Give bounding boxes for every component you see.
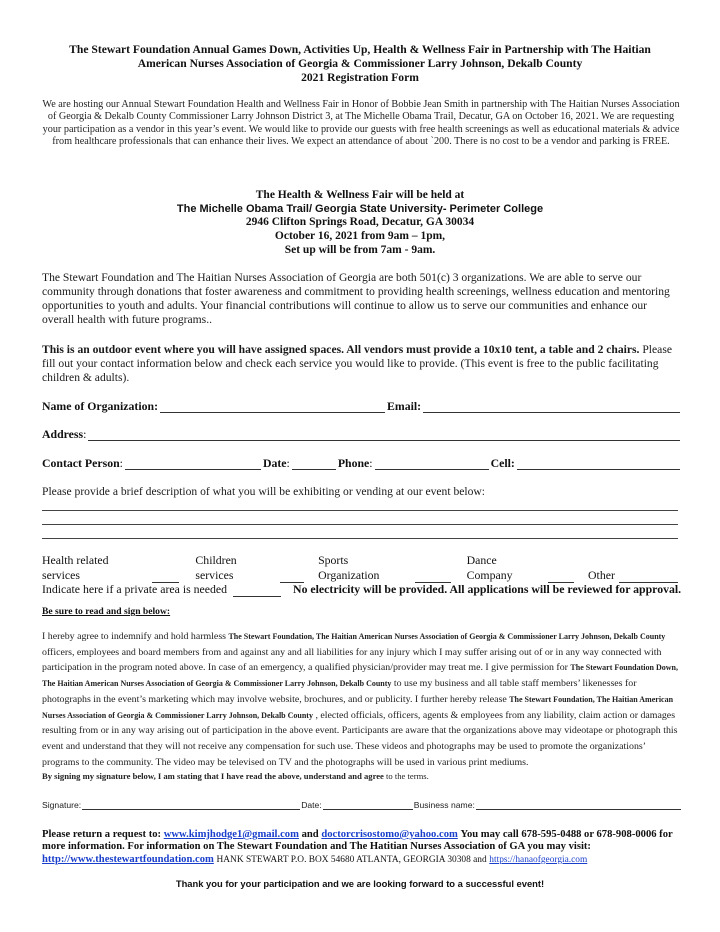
by-signing-tail: to the terms. [386,771,429,782]
service-sports-label: Sports Organization [318,553,380,582]
phone-field[interactable] [375,458,489,470]
service-health-label: Health related services [42,553,109,582]
mailing-address: HANK STEWART P.O. BOX 54680 ATLANTA, GEORGIA 30308 and [216,854,487,865]
business-field[interactable] [476,800,681,810]
title-line-2: American Nurses Association of Georgia & Commissioner Larry Johnson, Dekalb County [137,57,583,70]
title-line-1: The Stewart Foundation Annual Games Down, Activities Up, Health & Wellness Fair in Partnership with The Haitian [69,43,651,56]
contact-field[interactable] [125,458,261,470]
website-link-1[interactable]: http://www.thestewartfoundation.com [42,853,214,865]
form-title [30,43,690,85]
legal-org-2: The Stewart Foundation Down, The Haitian American Nurses Association of Georgia & Commissioner Larry Johnson, Dekalb County [42,663,678,689]
org-label: Name of Organization [42,399,155,413]
legal-org-1: The Stewart Foundation, The Haitian American Nurses Association of Georgia & Commissioner Larry Johnson, Dekalb County [228,632,666,641]
phone-label: Phone [337,456,370,470]
date-label: Date [262,456,287,470]
email-link-1[interactable]: www.kimjhodge1@gmail.com [163,829,299,840]
email-field[interactable] [423,401,680,413]
sig-date-label: Date: [301,800,322,810]
address-row: Address : [42,427,682,441]
description-line-2[interactable] [42,524,678,525]
legal-heading: Be sure to read and sign below: [42,606,171,617]
venue-line-3: 2946 Clifton Springs Road, Decatur, GA 30034 [245,216,475,229]
date-field[interactable] [292,458,336,470]
address-field[interactable] [88,429,680,441]
legal-p1: I hereby agree to indemnify and hold harmless [42,631,226,642]
outdoor-bold: This is an outdoor event where you will have assigned spaces. All vendors must provide a 10x10 tent, a table and 2 chairs. [42,343,640,356]
venue-line-4: October 16, 2021 from 9am – 1pm, [274,230,446,243]
service-children-label: Children services [195,553,237,582]
email-label: Email [387,399,418,413]
by-signing: By signing my signature below, I am stating that I have read the above, understand and agree [42,771,384,782]
cell-field[interactable] [517,458,680,470]
venue-line-5: Set up will be from 7am - 9am. [284,243,436,256]
service-other-label: Other [588,568,615,582]
intro-paragraph: We are hosting our Annual Stewart Foundation Health and Wellness Fair in Honor of Bobbie Jean Smith in partnership with The Haitian Nurses Association of Georgia & Dekalb County Commissioner Larry Johnson District 3, at The Michelle Obama Trail, Decatur, GA on October 16, 2021. We are requesting your participation as a vendor in this year’s event. We would like to provide our guests with free health screenings as well as educational materials & advice from healthcare professionals that can enhance their lives. We expect an attendance of about `200. There is no cost to be a vendor and parking is FREE. [42,99,680,147]
venue-line-2: The Michelle Obama Trail/ Georgia State University- Perimeter College [176,202,544,215]
private-area-label: Indicate here if a private area is needed [42,582,228,596]
private-area-field[interactable] [233,585,281,597]
legal-org-3: The Stewart Foundation, The Haitian American Nurses Association of Georgia & Commissioner Larry Johnson, Dekalb County [42,694,674,720]
website-link-2[interactable]: https://hanaofgeorgia.com [489,854,588,865]
org-field[interactable] [160,401,385,413]
contact-row: Contact Person : Date : Phone : Cell : [42,456,682,470]
cell-label: Cell [490,456,511,470]
email-link-2[interactable]: doctorcrisostomo@yahoo.com [321,829,458,840]
venue-block [100,189,620,258]
address-label: Address [42,427,84,441]
title-line-3: 2021 Registration Form [301,71,419,84]
signature-field[interactable] [82,800,300,810]
description-prompt: Please provide a brief description of what you will be exhibiting or vending at our event below: [42,485,486,498]
sig-date-field[interactable] [323,800,413,810]
about-paragraph: The Stewart Foundation and The Haitian Nurses Association of Georgia are both 501(c) 3 organizations. We are able to serve our community through donations that foster awareness and commitment to providing health screenings, wellness education and mentoring opportunities to youth and adults. Your financial contributions will continue to allow us to serve our communities and enhance our overall health with future programs.. [42,271,670,326]
description-line-1[interactable] [42,510,678,511]
description-line-3[interactable] [42,538,678,539]
return-text: Please return a request to: [42,829,162,840]
outdoor-rest: Please fill out your contact information below and check each service you would like to provide. (This event is free to the public facilitating children & adults). [42,343,672,384]
footer-info [42,829,682,866]
call-text: You may call 678-595-0488 or 678-908-0006 for more information. For information on The Stewart Foundation and The Hatitian Nurses Association of GA you may visit: [42,829,673,853]
contact-label: Contact Person [42,456,120,470]
services-row [42,553,682,583]
business-label: Business name: [413,800,475,810]
and-text: and [301,829,319,840]
legal-p3: to use my business and all table staff members’ likenesses for photographs in the event’s marketing which may involve website, brochures, and or publicity. I further hereby release [42,678,637,705]
legal-p2: officers, employees and board members from and against any and all liabilities for any injury which I may suffer arising out of or in any way connected with participation in the program noted above. In case of an emergency, a qualified physician/provider may treat me. I give permission for [42,646,662,674]
org-email-row: Name of Organization : Email : [42,399,682,413]
electricity-notice: No electricity will be provided. All applications will be reviewed for approval. [293,582,682,596]
outdoor-notice [42,343,682,385]
thank-you-note: Thank you for your participation and we are looking forward to a successful event! [175,878,545,889]
legal-p4: , elected officials, officers, agents & employees from any liability, claim action or damages resulting from or in any way arising out of participation in the above event. Participants are aware that the organizations above may videotape or photograph this event and understand that they will not receive any compensation for such use. These videos and photographs may be used to promote the organizations’ programs to the community. The video may be televised on TV and the photographs will be used in various print mediums. [42,709,678,768]
legal-text [42,629,684,783]
service-dance-label: Dance Company [466,553,513,582]
signature-label: Signature: [42,800,82,810]
venue-line-1: The Health & Wellness Fair will be held at [255,189,465,201]
private-area-row [42,582,682,597]
signature-row [42,800,682,810]
